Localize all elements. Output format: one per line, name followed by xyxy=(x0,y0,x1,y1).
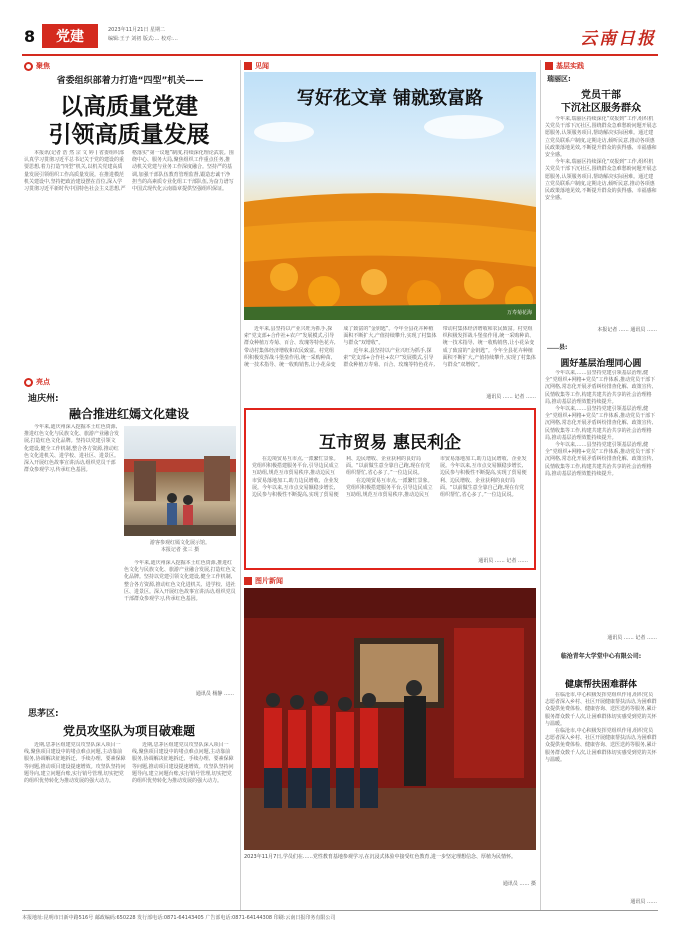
article-body: 今年以来,……县坚持党建引领基层治理,健全“党组织+网格+党员”工作体系,推动党员干部下沉网格,常态化开展矛盾纠纷排查化解、政策宣传、民情收集等工作,构建共建共治共享的社会治理格局,推动基层治理效能持续提升。 今年以来,……县坚持党建引领基层治理,健全“党组织+网格+党员”工作体系,推动党员干部下沉网格,常态化开展矛盾纠纷排查化解、政策宣传、民情收集等工作,构建共建共治共享的社会治理格局,推动基层治理效能持续提升。 今年以来,……县坚持党建引领基层治理,健全“党组织+网格+党员”工作体系,推动党员干部下沉网格,常态化开展矛盾纠纷排查化解、政策宣传、民情收集等工作,构建共建共治共享的社会治理格局,推动基层治理效能持续提升。 xyxy=(545,370,657,477)
page-number: 8 xyxy=(24,27,36,46)
feature-headline: 写好花文章 铺就致富路 xyxy=(296,88,484,109)
feature-photo xyxy=(244,72,536,320)
article-byline: 本报记者 …… 通讯员 …… xyxy=(597,327,657,333)
square-icon xyxy=(244,577,252,585)
article-body: 今年来,瑞丽区持续深化“双报到”工作,组织机关党员干部下沉社区,围绕群众急难愁盼问题开展志愿服务,认领服务项目,帮助解决实际困难。通过建立党员联系户制度,定期走访,倾听民意,推动各项惠民政策落地见效,不断提升群众的获得感、幸福感和安全感。 今年来,瑞丽区持续深化“双报到”工作,组织机关党员干部下沉社区,围绕群众急难愁盼问题开展志愿服务,认领服务项目,帮助解决实际困难。通过建立党员联系户制度,定期走访,倾听民意,推动各项惠民政策落地见效,不断提升群众的获得感、幸福感和安全感。 xyxy=(545,116,657,202)
article-photo xyxy=(124,426,236,536)
article-place: ……县: xyxy=(547,344,568,351)
section-label: 党建 xyxy=(56,29,84,45)
article-headline: 党员攻坚队为项目破难题 xyxy=(62,724,195,738)
article-byline: 通讯员 …… 记者 …… xyxy=(607,635,657,641)
footer-rule xyxy=(22,910,658,911)
article-body: 在边境贸易互市点,一派繁忙景象。党组织积极搭建服务平台,引导边民成立互助组,规范互市贸易秩序,推动边民互市贸易落地加工,助力边民增收、企业发展。今年以来,互市点交易额稳步增长,边民参与积极性不断提高,实现了贸易便利、边民增收、企业获利的良好局面。“以前做生意全靠自己跑,现在有党组织帮忙,省心多了。”一位边民说。 在边境贸易互市点,一派繁忙景象。党组织积极搭建服务平台,引导边民成立互助组,规范互市贸易秩序,推动边民互市贸易落地加工,助力边民增收、企业发展。今年以来,互市点交易额稳步增长,边民参与积极性不断提高,实现了贸易便利、边民增收、企业获利的良好局面。“以前做生意全靠自己跑,现在有党组织帮忙,省心多了。”一位边民说。 xyxy=(252,456,527,499)
article-body: 本报讯(记者 浩 然 宗 文 婷 ) 省委组织部认真学习贯彻习近平总书记关于党的建设的重要思想,着力打造“四型”机关,以机关党建高质量发展引领组织工作高质量发展。在推进模范机关建设中,坚持把政治建设摆在首位,深入学习贯彻习近平新时代中国特色社会主义思想,严格落实“第一议题”制度,持续深化理论武装。围绕中心、服务大局,聚焦组织工作重点任务,推动机关党建与业务工作深度融合。坚持严的基调,加强干部队伍教育管理监督,锻造忠诚干净担当的高素质专业化组工干部队伍,为奋力谱写中国式现代化云南篇章提供坚强组织保证。 xyxy=(24,150,234,193)
article-body: 今年来,迪庆州深入挖掘本土红色资源,推进红色文化与民族文化、旅游产业融合发展,打造红色文化品牌。坚持以党建引领文化建设,健全工作机制,整合各方资源,推动红色文化进机关、进学校、进社区、进景区。深入开展红色故事宣讲活动,组织党员干部群众参观学习,传承红色基因。 xyxy=(24,424,120,474)
circle-icon xyxy=(24,378,33,387)
article-byline: 通讯员 …… 记者 …… xyxy=(486,394,536,400)
article-body: 近年来,县坚持以产业兴旺为抓手,探索“党支部+合作社+农户”发展模式,引导群众种植万寿菊、百合、玫瑰等特色花卉,带动村集体经济增收和农民致富。村党组织积极发挥战斗堡垒作用,统一采购种苗、统一技术指导、统一收购销售,让小花朵变成了致富的“金钥匙”。今年全县花卉种植面积不断扩大,产值持续攀升,实现了村集体与群众“双增收”。 近年来,县坚持以产业兴旺为抓手,探索“党支部+合作社+农户”发展模式,引导群众种植万寿菊、百合、玫瑰等特色花卉,带动村集体经济增收和农民致富。村党组织积极发挥战斗堡垒作用,统一采购种苗、统一技术指导、统一收购销售,让小花朵变成了致富的“金钥匙”。今年全县花卉种植面积不断扩大,产值持续攀升,实现了村集体与群众“双增收”。 xyxy=(244,326,536,369)
section-badge xyxy=(42,24,98,48)
article-headline: 圆好基层治理同心圆 xyxy=(560,359,642,369)
article-place: 思茅区: xyxy=(28,709,59,719)
editor-line: 编辑:王子 刘初 版式:… 校对:… xyxy=(108,36,178,42)
section-tag-highlight: 亮点 xyxy=(24,377,50,387)
photo-caption: 游客参观红嫣文化展示馆。 本报记者 张三 摄 xyxy=(149,540,210,553)
article-body: 在临沧市,中心积极发挥党组织作用,组织党员志愿者深入乡村、社区开展健康帮扶活动,为困难群众提供免费体检、健康咨询、送医送药等服务,累计服务群众数千人次,让困难群体切实感受到党的关怀与温暖。 在临沧市,中心积极发挥党组织作用,组织党员志愿者深入乡村、社区开展健康帮扶活动,为困难群众提供免费体检、健康咨询、送医送药等服务,累计服务群众数千人次,让困难群体切实感受到党的关怀与温暖。 xyxy=(545,692,657,763)
masthead-rule xyxy=(22,54,658,56)
article-headline-line-2: 下沉社区服务群众 xyxy=(561,103,641,114)
section-tag-focus: 聚焦 xyxy=(24,61,50,71)
date-line: 2023年11月21日 星期二 xyxy=(108,27,166,33)
exhibition-hall-illustration xyxy=(244,588,536,850)
photo-byline: 通讯员 …… 摄 xyxy=(502,881,536,887)
article-byline: 通讯员 …… 记者 …… xyxy=(478,558,528,564)
article-headline: 健康帮扶困难群体 xyxy=(564,680,637,690)
column-divider-left xyxy=(240,60,241,910)
article-headline-line-1: 党员干部 xyxy=(581,90,621,101)
article-body-continued: 今年来,迪庆州深入挖掘本土红色资源,推进红色文化与民族文化、旅游产业融合发展,打造红色文化品牌。坚持以党建引领文化建设,健全工作机制,整合各方资源,推动红色文化进机关、进学校、进社区、进景区。深入开展红色故事宣讲活动,组织党员干部群众参观学习,传承红色基因。 xyxy=(124,560,236,603)
article-headline: 互市贸易 惠民利企 xyxy=(319,433,461,453)
article-byline: 通讯员 …… xyxy=(630,899,657,905)
article-headline-line-1: 以高质量党建 xyxy=(60,93,198,120)
section-tag-practice: 基层实践 xyxy=(545,61,584,71)
section-tag-photo-news: 图片新闻 xyxy=(244,576,283,586)
article-kicker: 临沧青年大学堂中心有限公司: xyxy=(560,653,642,660)
article-place: 迪庆州: xyxy=(28,394,59,404)
highlight-article-box xyxy=(244,408,536,570)
article-headline: 融合推进红嫣文化建设 xyxy=(68,407,189,421)
article-body: 近期,思茅区组建党员攻坚队深入项目一线,聚焦项目建设中的堵点难点问题,主动靠前服务,协调解决征地拆迁、手续办理、要素保障等问题,推动项目建设提速增效。攻坚队坚持问题导向,建立问题台账,实行销号管理,切实把党的组织优势转化为推动发展的强大动力。 近期,思茅区组建党员攻坚队深入项目一线,聚焦项目建设中的堵点难点问题,主动靠前服务,协调解决征地拆迁、手续办理、要素保障等问题,推动项目建设提速增效。攻坚队坚持问题导向,建立问题台账,实行销号管理,切实把党的组织优势转化为推动发展的强大动力。 xyxy=(24,742,234,785)
newspaper-logo: 云南日报 xyxy=(580,29,656,49)
news-photo xyxy=(244,588,536,850)
article-place: 瑞丽区: xyxy=(547,75,571,83)
section-tag-observation: 见闻 xyxy=(244,61,269,71)
photo-caption: 2023年11月7日,学员们在……党性教育基地参观学习,在沉浸式体验中接受红色教育,进一步坚定理想信念、厚植为民情怀。 xyxy=(244,854,517,860)
square-icon xyxy=(545,62,553,70)
column-divider-right xyxy=(540,60,541,910)
square-icon xyxy=(244,62,252,70)
masthead xyxy=(22,22,658,54)
article-kicker: 省委组织部着力打造“四型”机关—— xyxy=(56,76,204,86)
circle-icon xyxy=(24,62,33,71)
photo-credit: 万寿菊花海 xyxy=(506,310,532,316)
footer-info: 本报地址:昆明市日新中路516号 邮政编码:650228 发行部电话:0871-64143405 广告部电话:0871-64144308 印刷:云南日报印务有限公司 xyxy=(22,915,336,921)
article-byline: 通讯员 杨静 …… xyxy=(195,691,234,697)
museum-scene-illustration xyxy=(124,426,236,536)
article-headline-line-2: 引领高质量发展 xyxy=(48,121,210,148)
